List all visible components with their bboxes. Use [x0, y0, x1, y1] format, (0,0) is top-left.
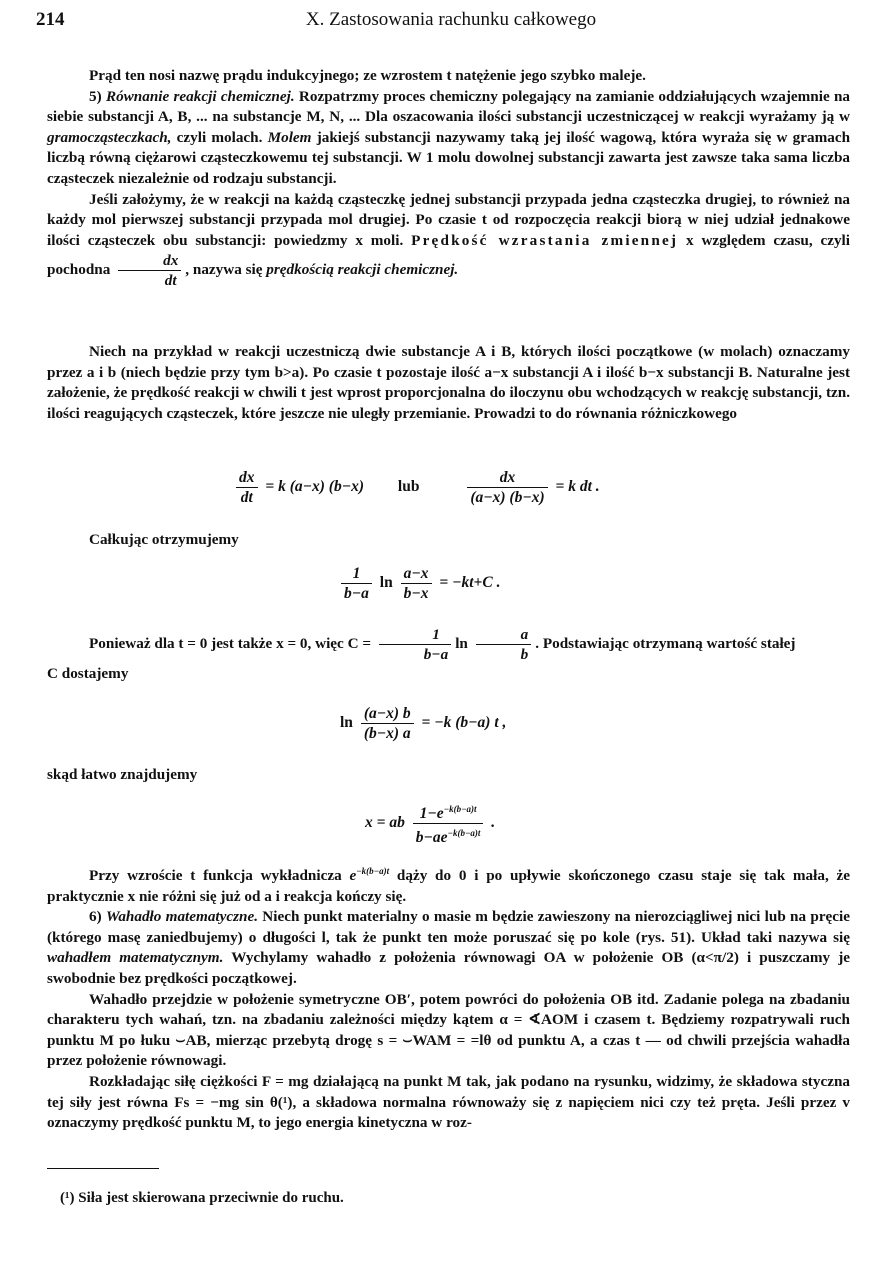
text-calkujac: Całkując otrzymujemy: [89, 531, 239, 548]
footnote-marker: (¹): [60, 1190, 75, 1206]
paragraph: Przy wzroście t funkcja wykładnicza $e^{-k(b-a)t}$ dąży do 0 i po upływie skończonego czasu staje się tak mała, że praktycznie x nie różni się już od a i reakcja kończy się.: [47, 866, 851, 905]
paragraph: Wahadło przejdzie w położenie symetryczne OB′, potem powróci do położenia OB itd. Zadanie polega na zbadaniu charakteru tych wahań, tzn. na zbadaniu zależności między kątem α = ∢AOM i czasem t. Będziemy rozpatrywali ruch punktu M po łuku ⌣AB, mierząc przebytą drogę s = ⌣WAM = =lθ od punktu A, a czas t — od chwili przejścia wahadła przez położenie równowagi.: [47, 990, 850, 1070]
paragraph: Jeśli założymy, że w reakcji na każdą cząsteczkę jednej substancji przypada jedna cząsteczka drugiej, to również na każdy mol pierwszej substancji przypada mol drugiej. Po czasie t od rozpoczęcia reakcji biorą w niej udział jednakowe ilości cząsteczek obu substancji: powiedzmy x moli. Prędkość wzrastania zmiennej x względem czasu, czyli pochodna $\frac{dx}{dt}$ , nazywa się prędkością reakcji chemicznej.: [47, 190, 850, 290]
paragraph: Niech na przykład w reakcji uczestniczą dwie substancje A i B, których ilości początkowe (w molach) oznaczamy przez a i b (niech będzie przy tym b>a). Po czasie t pozostaje ilość a−x substancji A i ilość b−x substancji B. Naturalne jest założenie, że prędkość reakcji w chwili t jest wprost proporcjonalna do iloczynu obu wchodzących w reakcję substancji, tzn. ilości reagujących cząsteczek, które jeszcze nie uległy przemianie. Prowadzi to do równania różniczkowego: [47, 343, 850, 422]
footnote-text: Siła jest skierowana przeciwnie do ruchu.: [78, 1190, 344, 1206]
running-title: X. Zastosowania rachunku całkowego: [305, 9, 597, 30]
derivative-fraction: $\frac{dx}{dt}$: [118, 251, 181, 290]
text-poniewaz: Ponieważ dla t = 0 jest także x = 0, więc C = $\frac{1}{b-a}$ ln $\frac{a}{b}$ . Podstawiając otrzymaną wartość stałej C dostajemy: [47, 626, 796, 682]
term: gramocząsteczkach,: [47, 128, 172, 146]
equation-3: ln $\frac{(a-x) b}{(b-x) a}$ = −k (b−a) t ,: [340, 705, 507, 742]
term: wahadłem matematycznym.: [47, 949, 224, 967]
paragraph: Prąd ten nosi nazwę prądu indukcyjnego; ze wzrostem t natężenie jego szybko maleje.: [89, 67, 646, 84]
section-title: Równanie reakcji chemicznej.: [105, 87, 295, 105]
equation-4: x = ab $\frac{1-e^{-k(b-a)t}}{b-ae^{-k(b-a)t}}$ .: [365, 800, 495, 847]
paragraph-pendulum: 6) Wahadło matematyczne. Niech punkt materialny o masie m będzie zawieszony na nierozciągliwej nici lub na pręcie (którego masę zaniedbujemy) o długości l, tak że punkt ten może poruszać się po kole (rys. 51). Układ taki nazywa się wahadłem matematycznym. Wychylamy wahadło z położenia równowagi OA w położenie OB (α<π/2) i puszczamy je swobodnie bez prędkości początkowej.: [47, 908, 851, 988]
equation-1: $\frac{dx}{dt}$ = k (a−x) (b−x) lub $\frac{dx}{(a-x) (b-x)}$ = k dt .: [232, 468, 600, 507]
footnote-rule: [47, 1168, 159, 1169]
footnote: [60, 1190, 344, 1207]
text-block-3: [47, 861, 850, 1134]
spaced-text: Prędkość wzrastania zmiennej: [411, 231, 679, 249]
section-title: Wahadło matematyczne.: [105, 908, 259, 926]
text-skad: skąd łatwo znajdujemy: [47, 766, 198, 783]
text-block-2: [47, 342, 850, 424]
paragraph-chemical-reaction: 5) Równanie reakcji chemicznej. Rozpatrzmy proces chemiczny polegający na zamianie oddziałujących wzajemnie na siebie substancji A, B, ... na substancje M, N, ... Dla oszacowania ilości substancji uczestniczącej w reakcji wyrażamy ją w gramocząsteczkach, czyli molach. Molem jakiejś substancji nazywamy taką jej ilość wagową, która wyraża się w gramach liczbą równą ciężarowi cząsteczkowemu tej substancji. W 1 molu dowolnej substancji zawarta jest zawsze taka sama liczba cząsteczek niezależnie od rodzaju substancji.: [47, 87, 851, 187]
page-header: [36, 9, 866, 39]
equation-2: $\frac{1}{b-a}$ ln $\frac{a-x}{b-x}$ = −kt+C .: [337, 564, 500, 603]
term: Molem: [267, 128, 312, 146]
text-block-1: [47, 66, 850, 290]
paragraph: Rozkładając siłę ciężkości F = mg działającą na punkt M tak, jak podano na rysunku, widzimy, że składowa styczna tej siły jest równa Fs = −mg sin θ(¹), a składowa normalna równoważy się z napięciem nici czy też pręta. Jeśli przez v oznaczymy prędkość punktu M, to jego energia kinetyczna w roz-: [47, 1073, 850, 1132]
page-number: 214: [36, 9, 65, 30]
term: prędkością reakcji chemicznej.: [266, 261, 459, 279]
